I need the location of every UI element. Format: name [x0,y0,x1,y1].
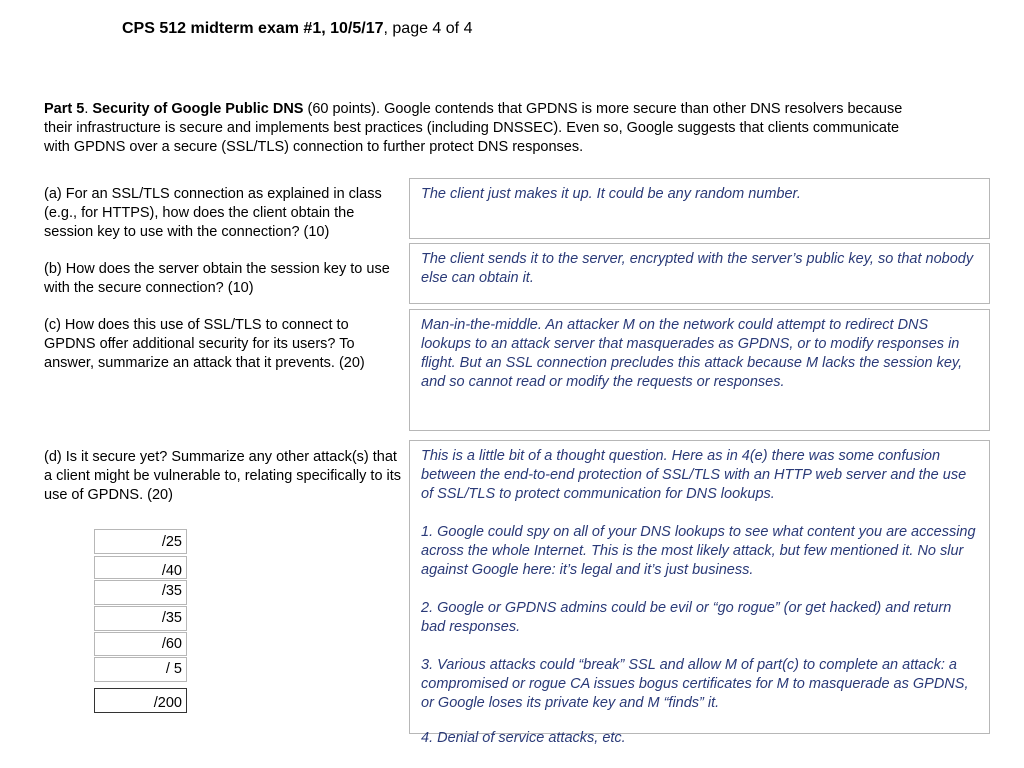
part-intro: Part 5. Security of Google Public DNS (60 points). Google contends that GPDNS is more secure than other DNS resolvers because their infrastructure is secure and implements best practices (including DNSSEC). Even so, Google suggests that clients communicate with GPDNS over a secure (SSL/TLS) connection to further protect DNS responses. [44,101,903,155]
question-c: (c) How does this use of SSL/TLS to connect to GPDNS offer additional security for its users? To answer, summarize an attack that it prevents. (20) [44,317,365,371]
score-box: / 5 [94,657,187,682]
answer-box-c [409,309,990,431]
answer-d-item-1: 1. Google could spy on all of your DNS lookups to see what content you are accessing across the whole Internet. This is the most likely attack, but few mentioned it. No slur against Google here: it’s legal and it’s just business. [421,524,976,578]
answer-d-item-2: 2. Google or GPDNS admins could be evil or “go rogue” (or get hacked) and return bad responses. [421,600,952,635]
question-d: (d) Is it secure yet? Summarize any other attack(s) that a client might be vulnerable to, relating specifically to its use of GPDNS. (20) [44,449,402,503]
answer-box-d [409,440,990,734]
answer-b: The client sends it to the server, encrypted with the server’s public key, so that nobody else can obtain it. [421,251,974,286]
part-points: (60 points). [303,101,381,117]
score-box: /25 [94,529,187,554]
answer-d-item-3: 3. Various attacks could “break” SSL and allow M of part(c) to complete an attack: a compromised or rogue CA issues bogus certificates for M to masquerade as GPDNS, or Google loses its private key and M “finds” it. [421,657,969,711]
answer-a: The client just makes it up. It could be any random number. [421,186,801,202]
total-score-box: /200 [94,688,187,713]
question-b: (b) How does the server obtain the session key to use with the secure connection? (10) [44,261,390,296]
score-box: /60 [94,632,187,656]
score-box: /35 [94,580,187,605]
answer-d-intro: This is a little bit of a thought question. Here as in 4(e) there was some confusion between the end-to-end protection of SSL/TLS with an HTTP web server and the use of SSL/TLS to protect communication for DNS lookups. [421,448,967,502]
answer-c: Man-in-the-middle. An attacker M on the network could attempt to redirect DNS lookups to an attack server that masquerades as GPDNS, or to modify responses in flight. But an SSL connection precludes this attack because M lacks the session key, and so cannot read or modify the requests or responses. [421,317,963,390]
answer-d-item-4: 4. Denial of service attacks, etc. [421,730,626,746]
page-header [122,20,472,38]
answer-box-b [409,243,990,304]
question-a: (a) For an SSL/TLS connection as explained in class (e.g., for HTTPS), how does the client obtain the session key to use with the connection? (10) [44,186,382,240]
score-box: /35 [94,606,187,631]
part-description: Google contends that GPDNS is more secure than other DNS resolvers because their infrastructure is secure and implements best practices (including DNSSEC). Even so, Google suggests that clients communicate with GPDNS over a secure (SSL/TLS) connection to further protect DNS responses. [44,101,903,155]
part-title: Security of Google Public DNS [92,101,304,117]
exam-title: CPS 512 midterm exam #1, 10/5/17 [122,20,384,37]
score-box: /40 [94,556,187,579]
answer-box-a [409,178,990,239]
part-label: Part 5 [44,101,85,117]
page-number: , page 4 of 4 [383,20,473,37]
